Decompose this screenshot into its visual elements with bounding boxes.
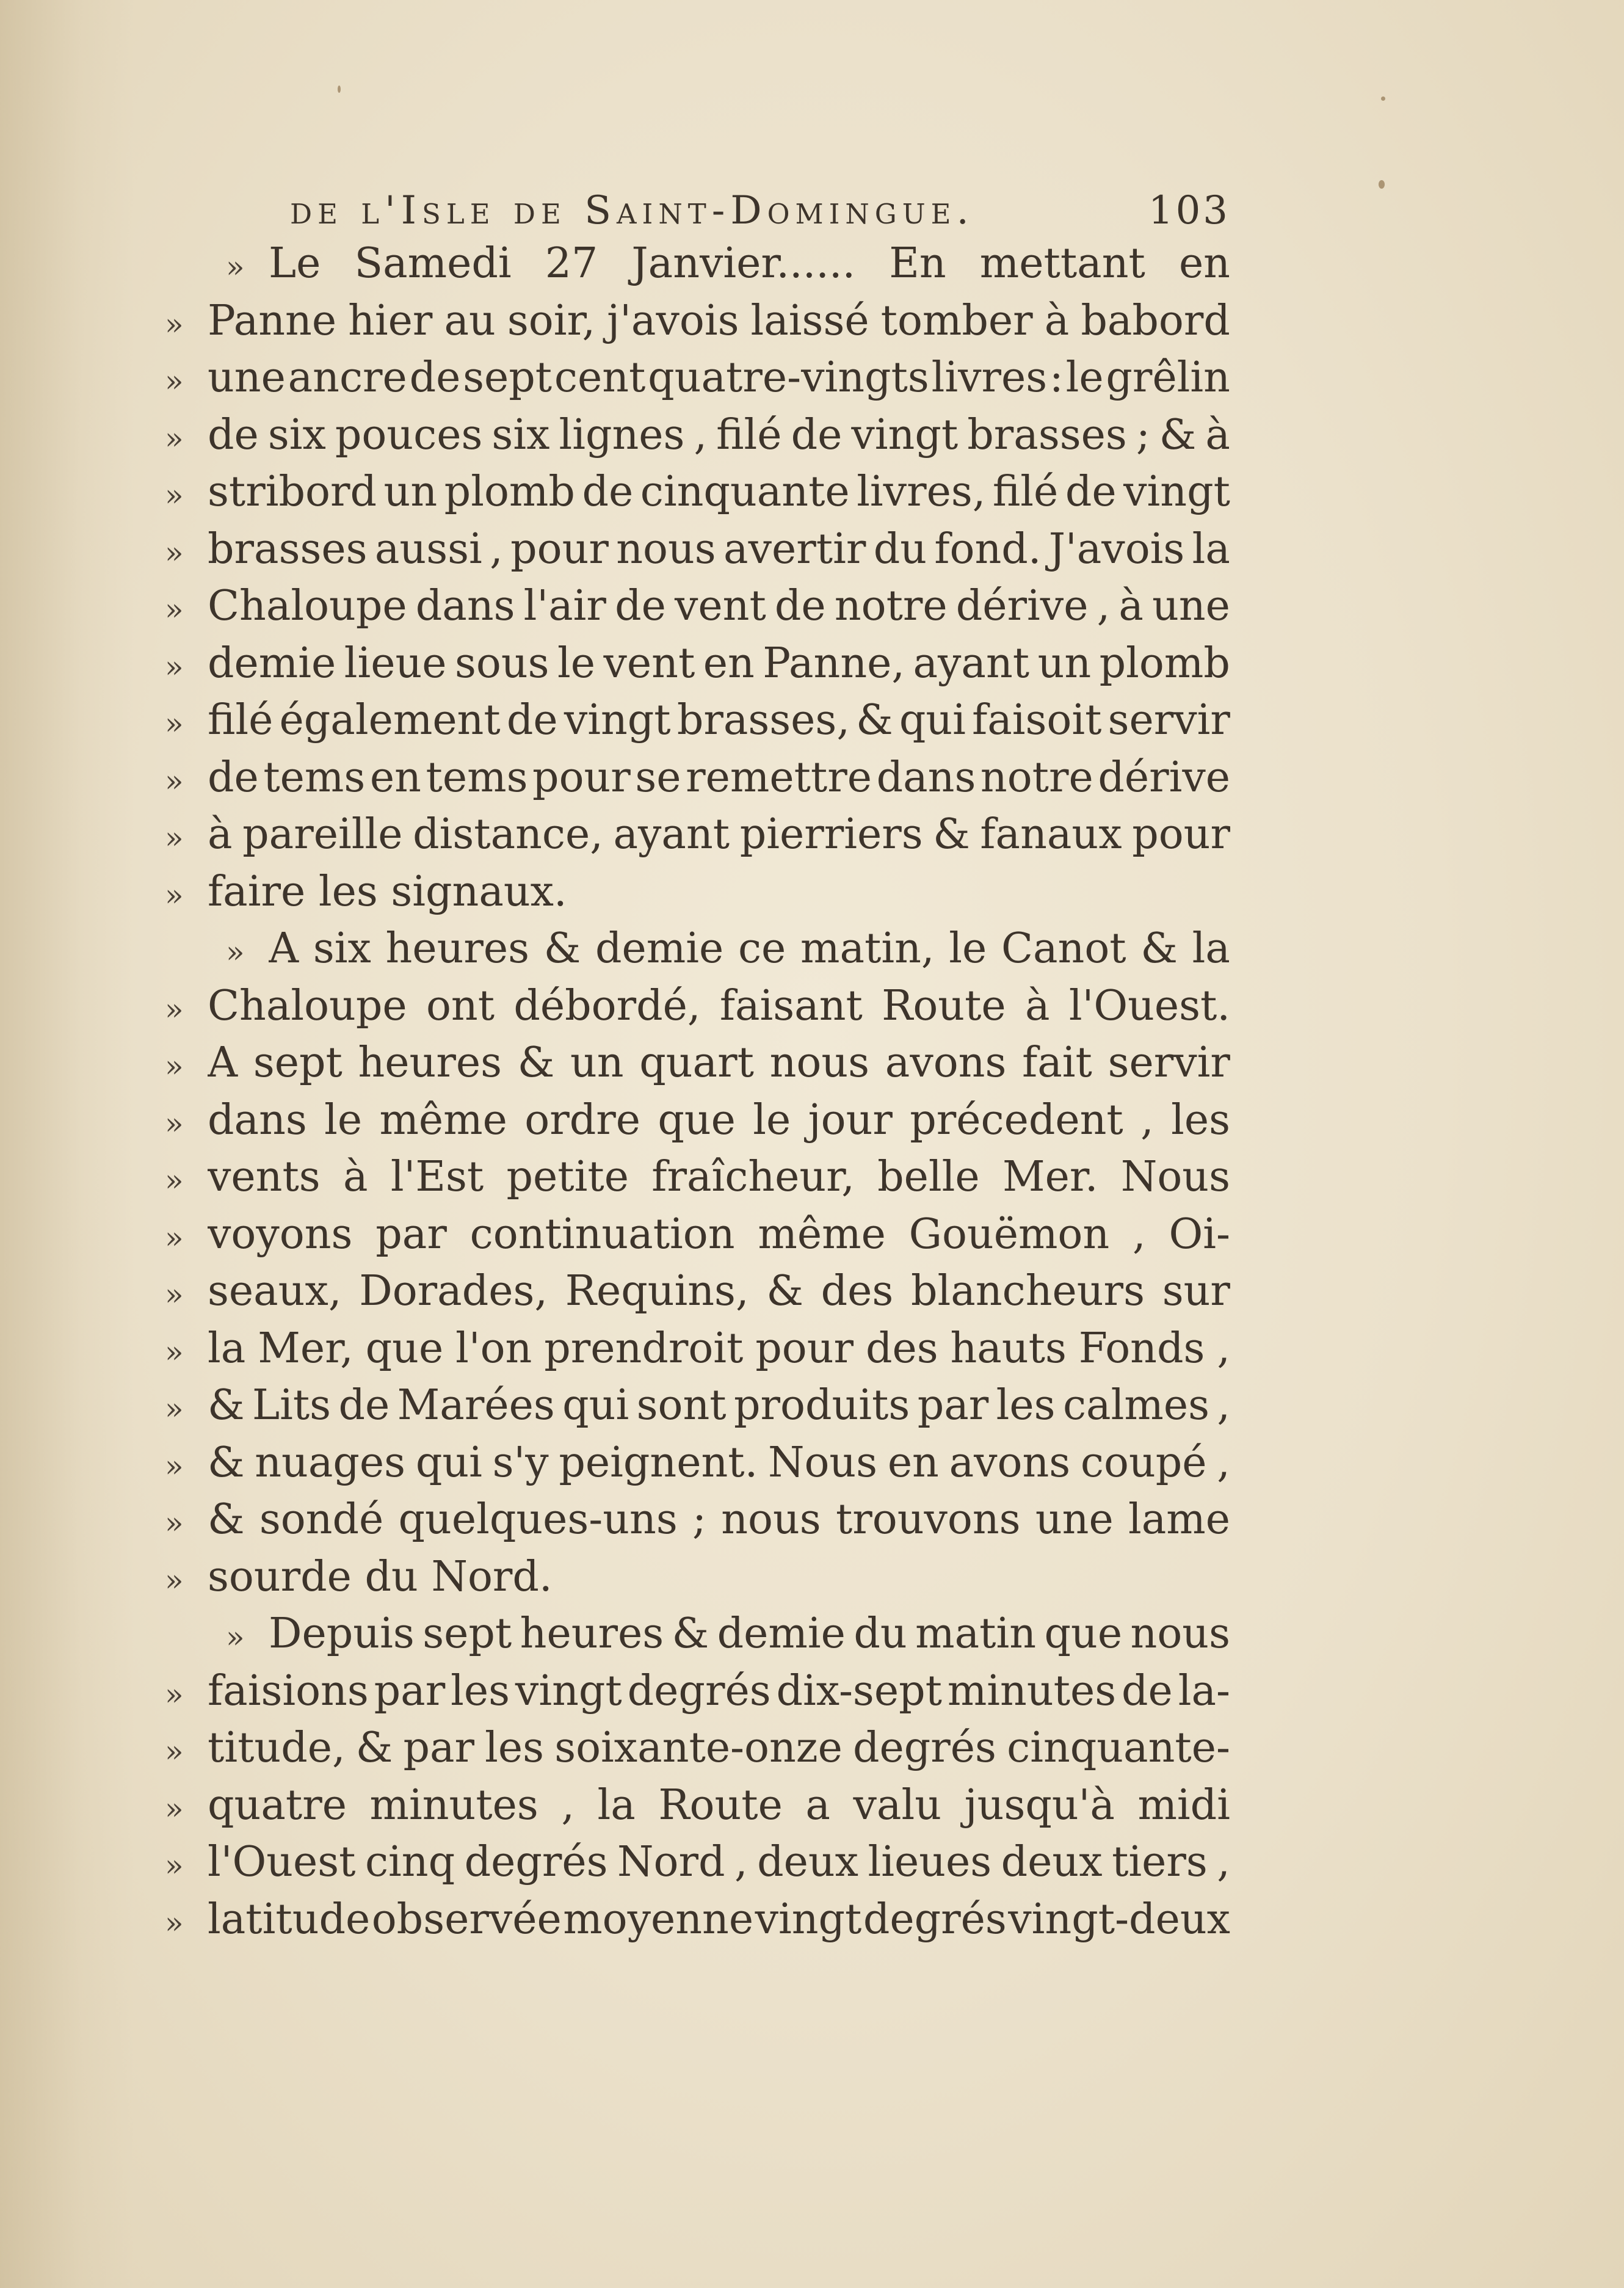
text-line [165, 1891, 1230, 1948]
text-line [165, 578, 1230, 635]
text-line [165, 407, 1230, 464]
line-text: quatre minutes , la Route a valu jusqu'à midi [208, 1781, 1230, 1829]
text-line [165, 1549, 1230, 1606]
quote-mark: » [165, 1505, 184, 1541]
quote-mark: » [165, 1391, 184, 1426]
line-text: de six pouces six lignes , filé de vingt brasses ; & à [208, 410, 1230, 459]
text-line [165, 1149, 1230, 1206]
line-text: de tems en tems pour se remettre dans notre dérive [208, 753, 1230, 802]
line-text: à pareille distance, ayant pierriers & fanaux pour [208, 810, 1230, 859]
line-text: sourde du Nord. [208, 1552, 553, 1601]
line-text: & nuages qui s'y peignent. Nous en avons coupé , [208, 1438, 1230, 1487]
ink-spot [1379, 180, 1385, 189]
text-line [165, 806, 1230, 863]
line-text: seaux, Dorades, Requins, & des blancheurs sur [208, 1267, 1230, 1315]
text-line [165, 692, 1230, 749]
line-text: vents à l'Est petite fraîcheur, belle Mer. Nous [208, 1153, 1230, 1201]
quote-mark: » [165, 1848, 184, 1883]
quote-mark: » [165, 420, 184, 456]
quote-mark: » [165, 1048, 184, 1084]
quote-mark: » [226, 249, 245, 285]
text-line [165, 1434, 1230, 1492]
running-title: de l'Isle de Saint-Domingue. [290, 188, 974, 233]
quote-mark: » [165, 763, 184, 799]
line-text: la Mer, que l'on prendroit pour des hauts Fonds , [208, 1324, 1230, 1373]
page-fold-shadow [0, 0, 134, 2288]
text-line [165, 235, 1230, 292]
quote-mark: » [165, 1334, 184, 1370]
quote-mark: » [165, 1448, 184, 1484]
text-line [165, 749, 1230, 807]
text-line [165, 521, 1230, 578]
line-text: Le Samedi 27 Janvier...... En mettant en [269, 239, 1230, 288]
text-line [165, 1092, 1230, 1149]
text-line [165, 863, 1230, 921]
line-text: Panne hier au soir, j'avois laissé tomber à babord [208, 296, 1230, 345]
quote-mark: » [165, 991, 184, 1027]
quote-mark: » [165, 1790, 184, 1826]
quote-mark: » [165, 820, 184, 855]
text-line [165, 1034, 1230, 1092]
quote-mark: » [226, 1619, 245, 1655]
ink-spot [1381, 96, 1385, 101]
line-text: faire les signaux. [208, 867, 567, 916]
text-line [165, 1605, 1230, 1663]
line-text: brasses aussi , pour nous avertir du fond. J'avois la [208, 525, 1230, 573]
text-line [165, 1834, 1230, 1891]
quote-mark: » [165, 1734, 184, 1769]
line-text: stribord un plomb de cinquante livres, filé de vingt [208, 468, 1230, 516]
text-line [165, 1320, 1230, 1378]
text-line [165, 1491, 1230, 1549]
line-text: dans le même ordre que le jour précedent , les [208, 1095, 1230, 1144]
quote-mark: » [165, 1562, 184, 1598]
text-line [165, 920, 1230, 978]
line-text: l'Ouest cinq degrés Nord , deux lieues deux tiers , [208, 1838, 1230, 1886]
quote-mark: » [165, 706, 184, 741]
text-line [165, 1777, 1230, 1834]
quote-mark: » [165, 1676, 184, 1712]
ink-spot [338, 85, 341, 93]
text-line [165, 1206, 1230, 1263]
quote-mark: » [165, 877, 184, 913]
line-text: demie lieue sous le vent en Panne, ayant un plomb [208, 639, 1230, 688]
quote-mark: » [165, 306, 184, 342]
page-number: 103 [1148, 188, 1230, 233]
text-line [165, 1663, 1230, 1720]
quote-mark: » [165, 534, 184, 570]
quote-mark: » [165, 478, 184, 513]
text-line [165, 1263, 1230, 1320]
text-line [165, 635, 1230, 692]
line-text: Chaloupe ont débordé, faisant Route à l'Ouest. [208, 981, 1230, 1030]
quote-mark: » [165, 363, 184, 399]
quote-mark: » [165, 1905, 184, 1941]
quote-mark: » [226, 934, 245, 970]
line-text: voyons par continuation même Gouëmon , Oi- [208, 1210, 1230, 1258]
page-text [165, 186, 1230, 1948]
text-line [165, 349, 1230, 407]
line-text: filé également de vingt brasses, & qui faisoit servir [208, 696, 1230, 744]
line-text: A six heures & demie ce matin, le Canot & la [269, 924, 1230, 973]
line-text: titude, & par les soixante-onze degrés cinquante- [208, 1724, 1230, 1772]
quote-mark: » [165, 1219, 184, 1255]
text-line [165, 1720, 1230, 1777]
line-text: & Lits de Marées qui sont produits par les calmes , [208, 1381, 1230, 1429]
line-text: une ancre de sept cent quatre-vingts livres : le grêlin [208, 354, 1230, 402]
quote-mark: » [165, 1163, 184, 1198]
quote-mark: » [165, 1105, 184, 1141]
quote-mark: » [165, 592, 184, 627]
line-text: faisions par les vingt degrés dix-sept minutes de la- [208, 1666, 1230, 1715]
line-text: & sondé quelques-uns ; nous trouvons une lame [208, 1495, 1230, 1544]
text-line [165, 1377, 1230, 1434]
text-line [165, 978, 1230, 1035]
running-header [290, 186, 1230, 235]
quote-mark: » [165, 1277, 184, 1312]
text-line [165, 292, 1230, 350]
line-text: latitude observée moyenne vingt degrés vingt-deux [208, 1895, 1230, 1944]
line-text: A sept heures & un quart nous avons fait servir [208, 1039, 1230, 1087]
line-text: Chaloupe dans l'air de vent de notre dérive , à une [208, 582, 1230, 630]
text-line [165, 463, 1230, 521]
text-lines [165, 235, 1230, 1948]
quote-mark: » [165, 648, 184, 685]
line-text: Depuis sept heures & demie du matin que nous [269, 1610, 1230, 1658]
